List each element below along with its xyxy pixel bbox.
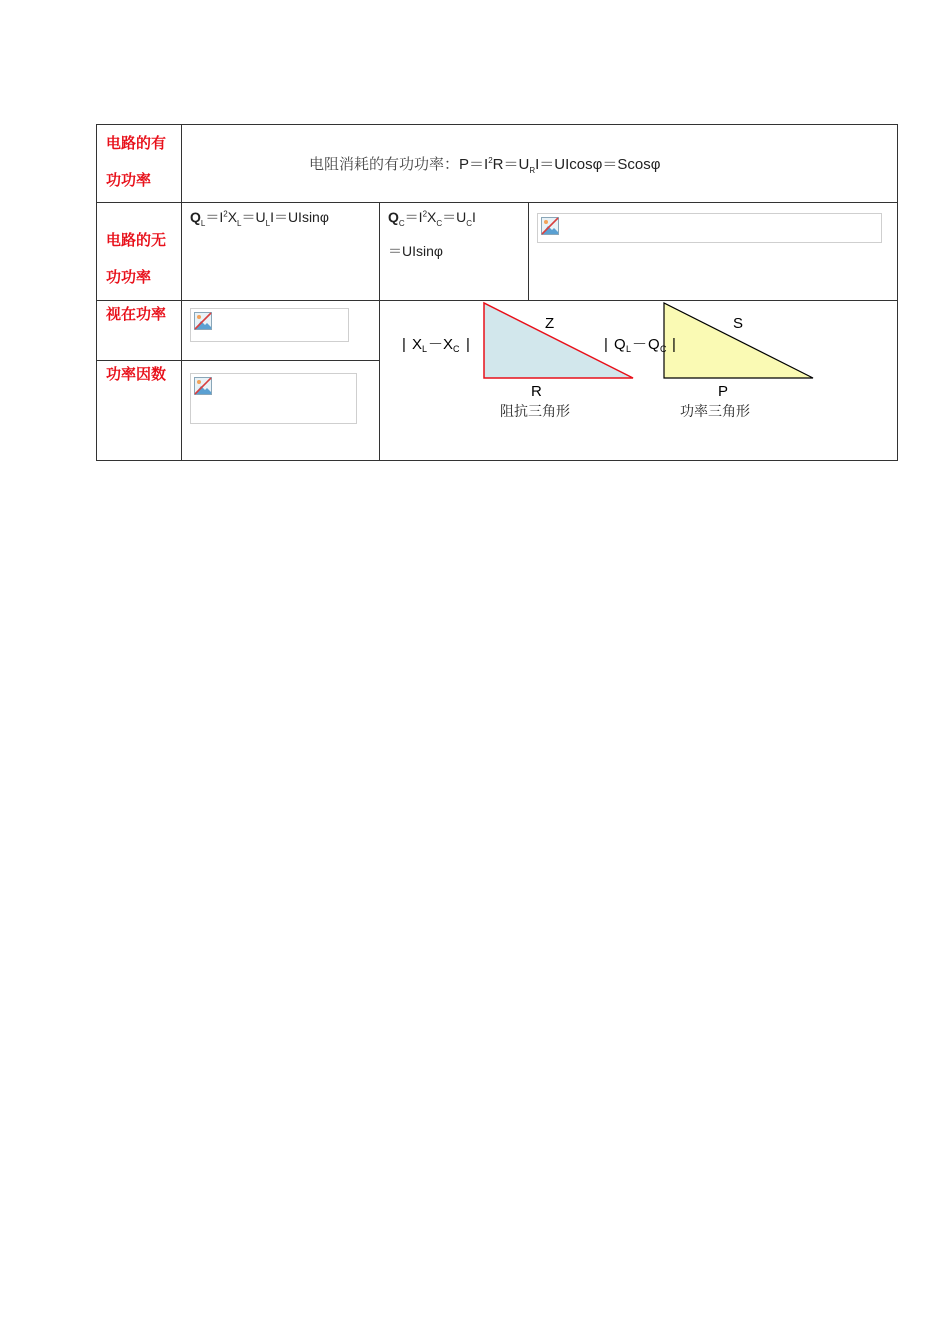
reactive-image-cell (528, 202, 898, 301)
power-factor-image-cell (181, 360, 380, 461)
ql-part: ＝I (205, 209, 224, 225)
formula-part: R＝U (492, 156, 530, 173)
qc-part: ＝U (442, 209, 467, 225)
reactive-power-label (97, 203, 181, 296)
qc-sub: C (398, 218, 405, 228)
impedance-side-x: X (412, 336, 423, 353)
formula-sub: R (529, 166, 536, 175)
qc-part: ＝I (404, 209, 423, 225)
power-side-q: Q (614, 336, 626, 353)
broken-image-icon (194, 377, 212, 395)
ql-x-sub: L (237, 218, 242, 228)
broken-image-apparent (190, 308, 349, 342)
reactive-power-label-line2: 功功率 (106, 268, 152, 286)
power-factor-label: 功率因数 (106, 365, 167, 383)
power-base-label: P (718, 383, 729, 400)
qc-part: I (472, 209, 476, 225)
reactive-power-label-line1: 电路的无 (106, 231, 167, 249)
active-power-formula (309, 153, 660, 175)
broken-image-icon (541, 217, 559, 235)
power-side-minus: － (632, 336, 648, 353)
impedance-side-bar: | (402, 336, 406, 353)
broken-image-factor (190, 373, 357, 424)
formula-prefix: 电阻消耗的有功功率： (309, 155, 460, 173)
active-power-label-cell (96, 124, 182, 203)
apparent-power-image-cell (181, 300, 380, 361)
ql-sub: L (200, 218, 206, 228)
ql-sup: 2 (223, 209, 228, 219)
power-factor-label-cell (96, 360, 182, 461)
ql-part: I＝UIsinφ (270, 209, 329, 225)
power-side-bar: | (604, 336, 608, 353)
power-side-q2: Q (648, 336, 660, 353)
active-power-label (97, 125, 181, 199)
qc-formula-line2: ＝UIsinφ (388, 243, 443, 259)
triangles-diagram (380, 301, 897, 460)
broken-image-reactive (537, 213, 882, 243)
triangles-cell (379, 300, 898, 461)
apparent-power-label: 视在功率 (106, 305, 167, 323)
impedance-base-label: R (531, 383, 542, 400)
formula-sup: 2 (488, 156, 493, 165)
ql-formula-cell (181, 202, 380, 301)
qc-x-sub: C (436, 218, 443, 228)
qc-formula (388, 207, 476, 228)
active-power-formula-cell (181, 124, 898, 203)
active-power-label-line1: 电路的有 (106, 134, 167, 152)
power-side-sub: L (626, 344, 632, 354)
power-hyp-label: S (733, 315, 744, 332)
impedance-side-sub: L (422, 344, 428, 354)
qc-formula-cell (379, 202, 529, 301)
ql-formula (190, 207, 329, 228)
impedance-side-sub2: C (453, 344, 460, 354)
active-power-label-line2: 功功率 (106, 171, 152, 189)
qc-part: X (427, 209, 437, 225)
impedance-side-minus: － (428, 336, 444, 353)
power-side-bar2: | (672, 336, 676, 353)
broken-image-icon (194, 312, 212, 330)
ql-symbol: Q (190, 209, 201, 225)
impedance-side-x2: X (443, 336, 454, 353)
formula-part: P＝I (459, 156, 489, 173)
power-side-sub2: C (660, 344, 667, 354)
impedance-hyp-label: Z (545, 315, 555, 332)
ql-part: ＝U (241, 209, 266, 225)
impedance-side-label (402, 334, 470, 356)
impedance-caption: 阻抗三角形 (500, 404, 570, 420)
reactive-power-label-cell (96, 202, 182, 301)
power-caption: 功率三角形 (680, 404, 750, 420)
ql-u-sub: L (265, 218, 271, 228)
power-table (96, 124, 898, 461)
apparent-power-label-cell (96, 300, 182, 361)
qc-symbol: Q (388, 209, 399, 225)
qc-u-sub: C (466, 218, 473, 228)
formula-part: I＝UIcosφ＝Scosφ (535, 156, 661, 173)
impedance-side-bar2: | (466, 336, 470, 353)
ql-part: X (227, 209, 238, 225)
qc-sup: 2 (422, 209, 428, 219)
